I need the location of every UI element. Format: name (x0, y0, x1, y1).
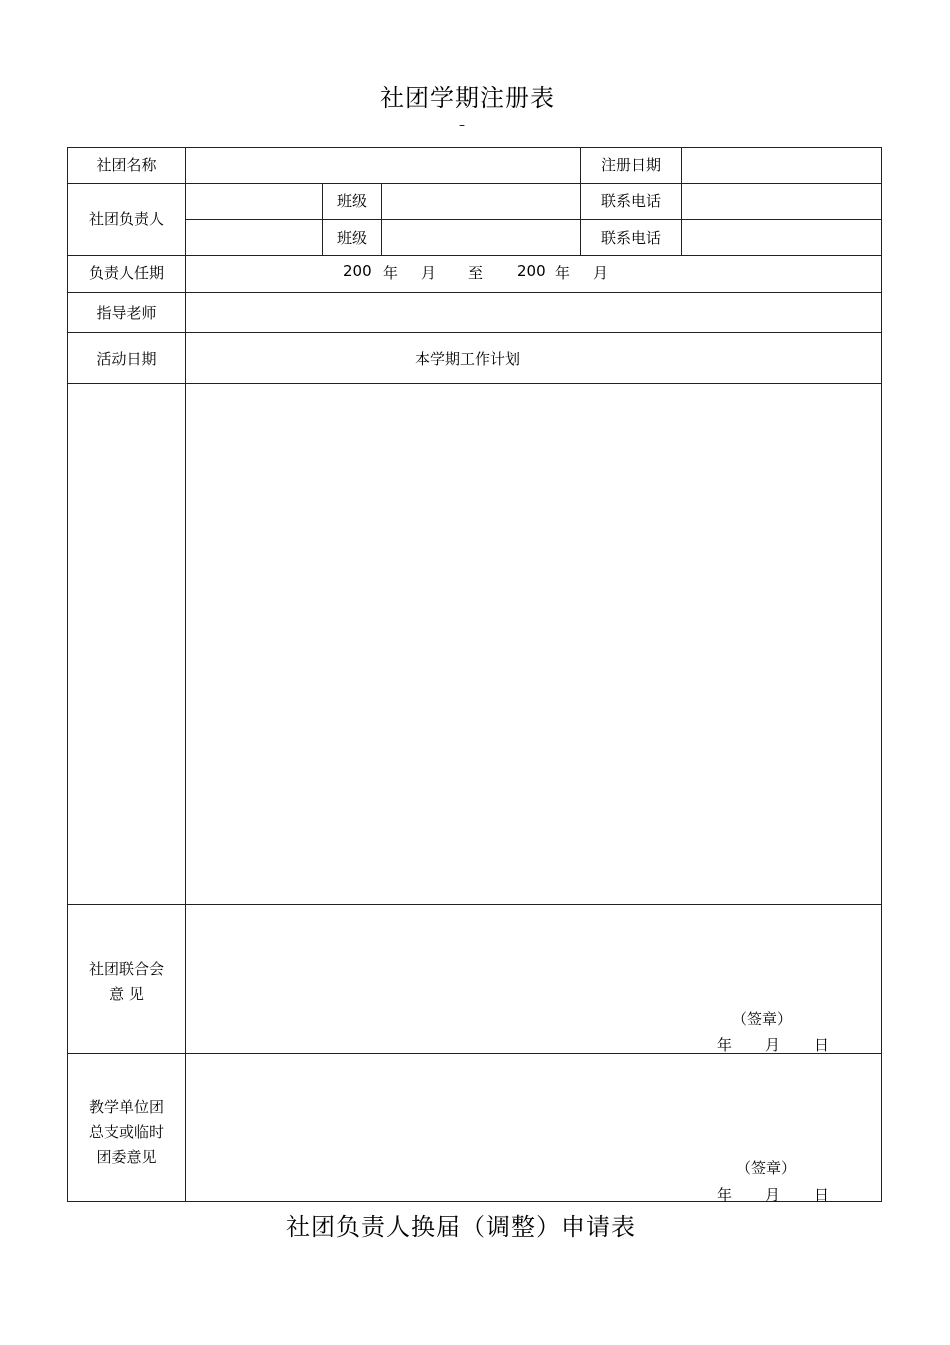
unit-sign-day: 日 (814, 1186, 830, 1204)
union-sign-year: 年 (717, 1036, 733, 1054)
activity-date-column[interactable] (69, 384, 184, 903)
unit-opinion-label-line3: 团委意见 (96, 1148, 157, 1166)
title-dash: – (459, 118, 465, 132)
union-opinion-field[interactable] (186, 905, 881, 1052)
activity-date-label: 活动日期 (96, 350, 157, 368)
class-label-2: 班级 (336, 229, 367, 247)
page-title: 社团学期注册表 (380, 84, 555, 112)
unit-opinion-field[interactable] (186, 1054, 881, 1201)
registration-form-table (67, 147, 882, 1202)
unit-sign-year: 年 (717, 1186, 733, 1204)
unit-opinion-label-line2: 总支或临时 (88, 1123, 164, 1141)
term-month-unit-1: 月 (421, 264, 437, 282)
advisor-label: 指导老师 (96, 304, 157, 322)
union-opinion-label-line1: 社团联合会 (88, 960, 164, 978)
unit-stamp-label: （签章） (736, 1159, 797, 1177)
term-month-unit-2: 月 (593, 264, 609, 282)
term-label: 负责人任期 (88, 264, 164, 282)
phone-label-2: 联系电话 (600, 229, 661, 247)
club-name-field[interactable] (186, 149, 579, 182)
register-date-field[interactable] (682, 149, 880, 182)
term-year-unit-1: 年 (383, 264, 399, 282)
leader-label: 社团负责人 (88, 210, 164, 228)
term-end-year: 200 (517, 262, 546, 280)
club-name-label: 社团名称 (96, 156, 157, 174)
advisor-field[interactable] (186, 293, 881, 331)
term-field[interactable] (186, 256, 881, 291)
class-field-2[interactable] (382, 220, 579, 254)
phone-field-1[interactable] (682, 184, 880, 218)
phone-label-1: 联系电话 (600, 192, 661, 210)
term-year-unit-2: 年 (555, 264, 571, 282)
unit-opinion-label-line1: 教学单位团 (88, 1098, 164, 1116)
class-field-1[interactable] (382, 184, 579, 218)
term-start-year: 200 (343, 262, 372, 280)
register-date-label: 注册日期 (600, 156, 661, 174)
term-to: 至 (468, 264, 484, 282)
next-form-title: 社团负责人换届（调整）申请表 (286, 1213, 636, 1241)
union-opinion-label-line2: 意 见 (109, 985, 144, 1003)
phone-field-2[interactable] (682, 220, 880, 254)
leader-name-field-1[interactable] (186, 184, 321, 218)
union-sign-month: 月 (765, 1036, 781, 1054)
union-stamp-label: （签章） (732, 1010, 793, 1028)
class-label-1: 班级 (336, 192, 367, 210)
leader-name-field-2[interactable] (186, 220, 321, 254)
union-sign-day: 日 (814, 1036, 830, 1054)
row-divider (68, 332, 881, 333)
work-plan-label: 本学期工作计划 (415, 350, 521, 368)
work-plan-area[interactable] (186, 384, 881, 903)
unit-sign-month: 月 (765, 1186, 781, 1204)
